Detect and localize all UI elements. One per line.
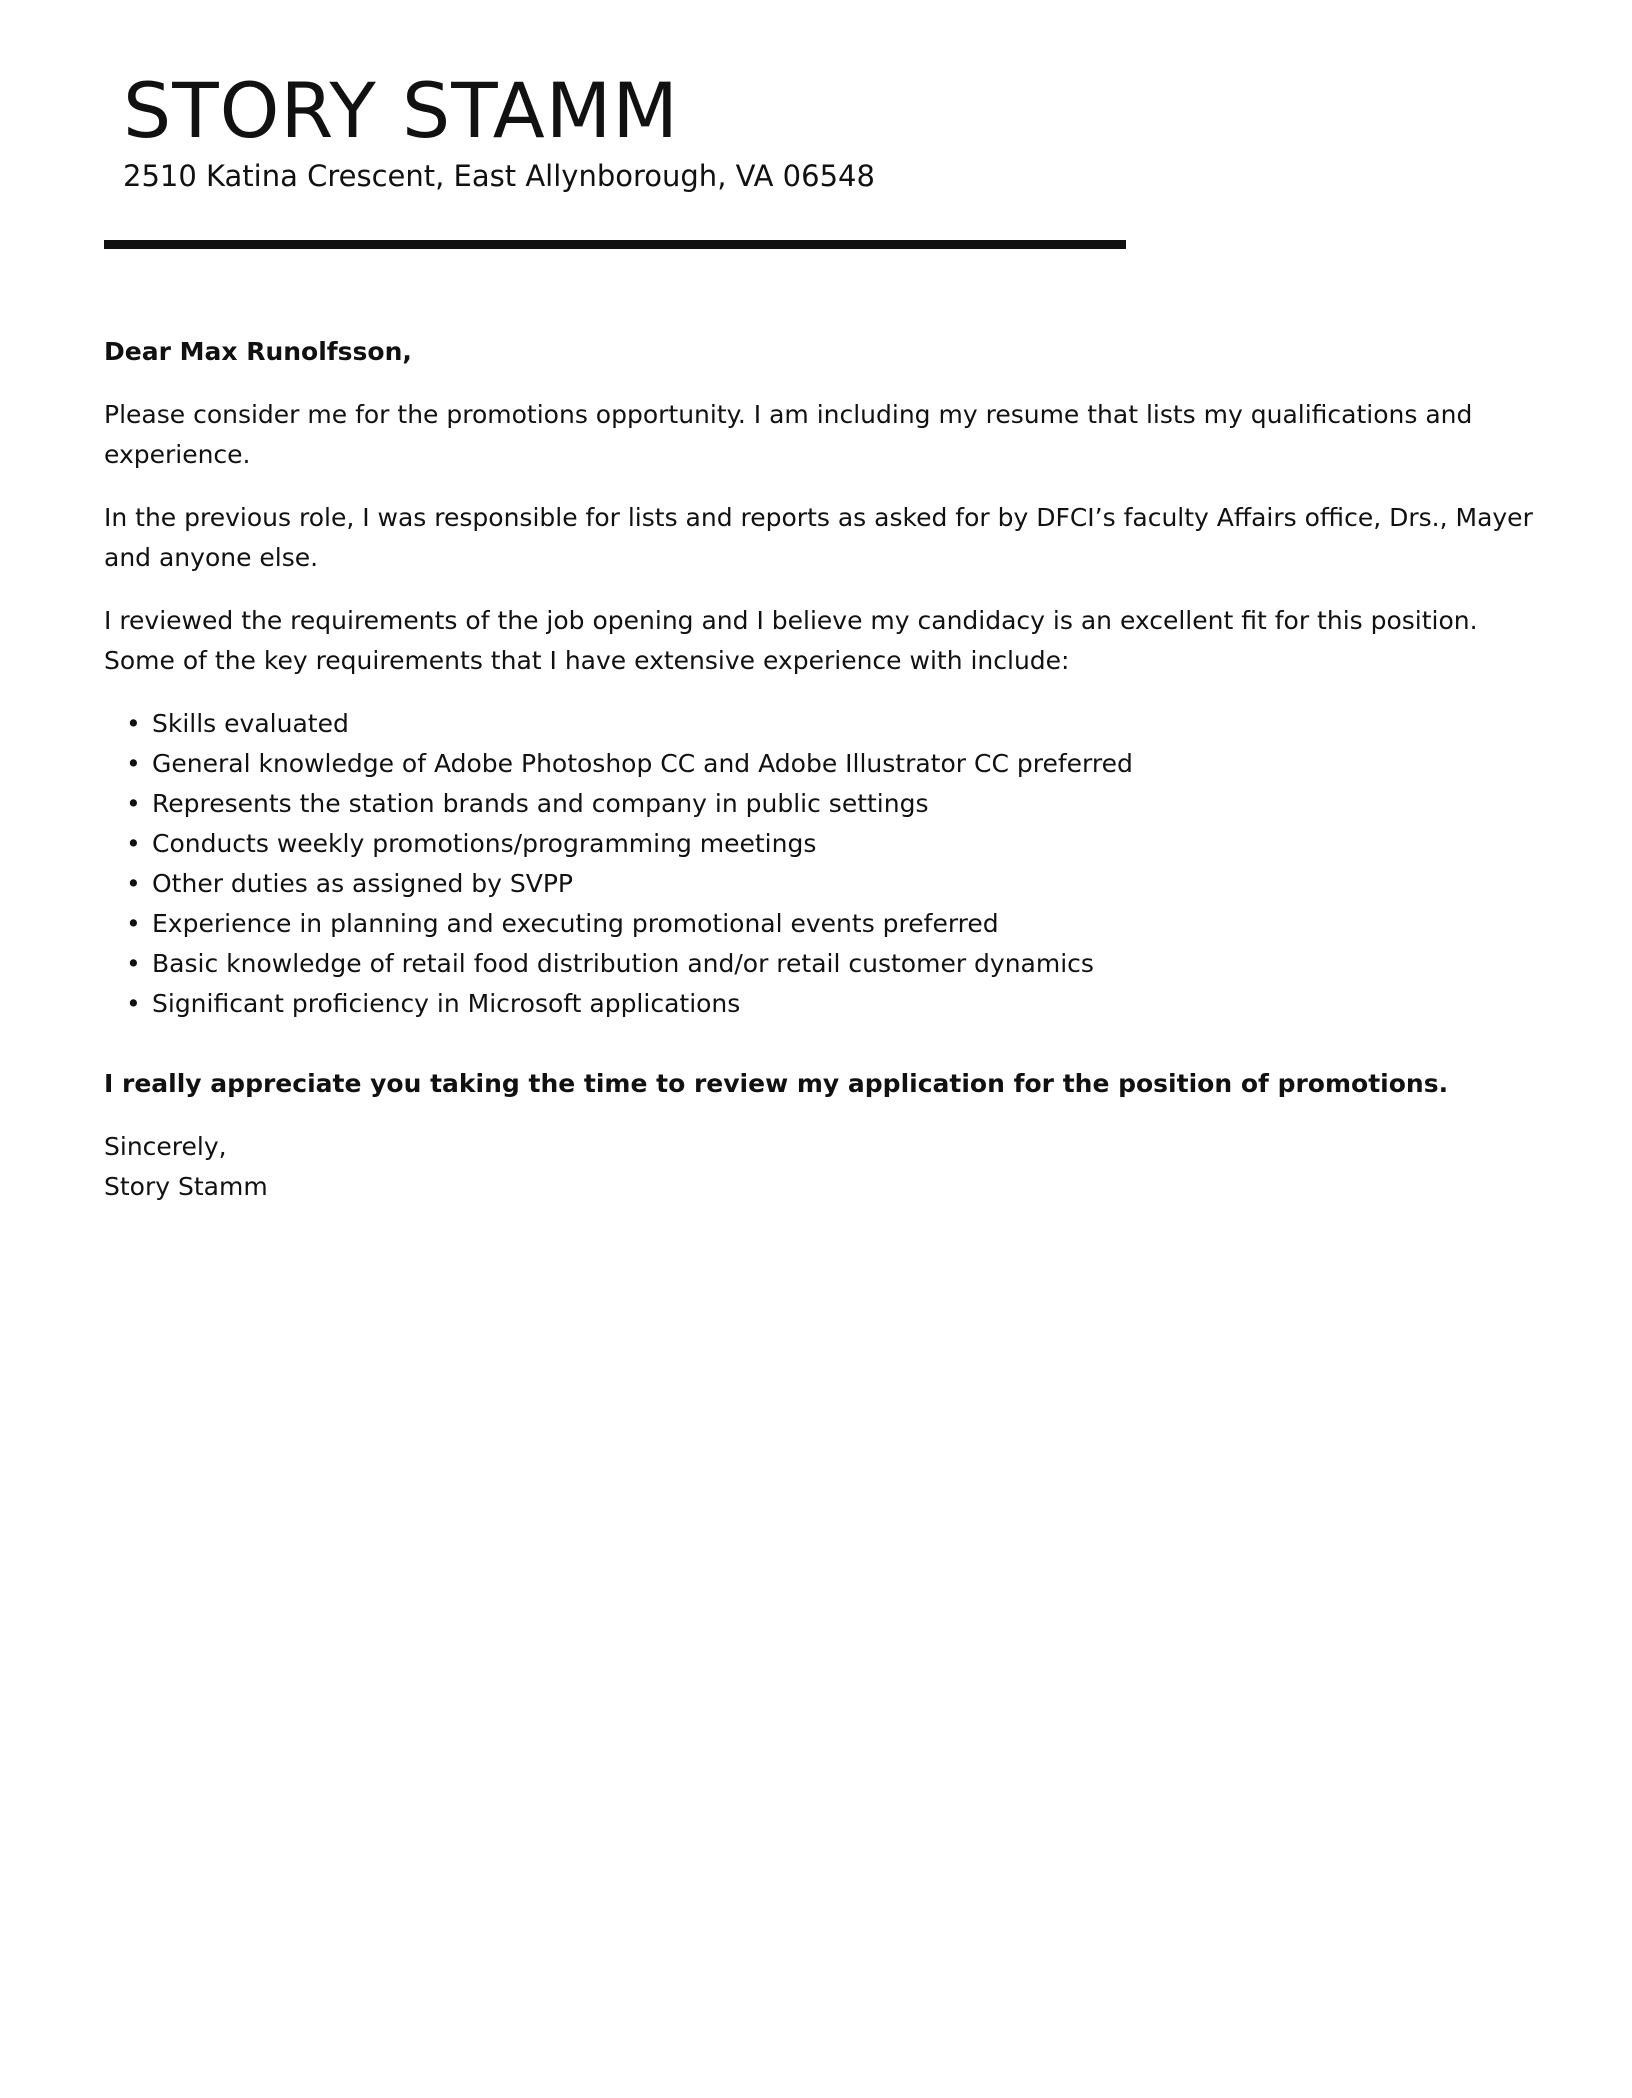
bullet-icon: • <box>126 909 141 938</box>
list-item-text: General knowledge of Adobe Photoshop CC and Adobe Illustrator CC preferred <box>152 749 1133 778</box>
header-divider <box>104 240 1126 249</box>
list-item <box>126 824 1534 864</box>
list-item-text: Skills evaluated <box>152 709 349 738</box>
closing-statement: I really appreciate you taking the time to review my application for the position of promotions. <box>104 1069 1449 1098</box>
list-item <box>126 784 1534 824</box>
bullet-icon: • <box>126 869 141 898</box>
list-item <box>126 984 1534 1024</box>
bullet-icon: • <box>126 949 141 978</box>
letter-header <box>123 66 1123 196</box>
paragraph-requirements-intro: I reviewed the requirements of the job opening and I believe my candidacy is an excellent fit for this position. Some of the key requirements that I have extensive experience with include: <box>104 606 1478 675</box>
paragraph-intro: Please consider me for the promotions opportunity. I am including my resume that lists my qualifications and experience. <box>104 400 1473 469</box>
signature: Story Stamm <box>104 1172 268 1201</box>
bullet-icon: • <box>126 989 141 1018</box>
list-item-text: Basic knowledge of retail food distribution and/or retail customer dynamics <box>152 949 1094 978</box>
list-item-text: Experience in planning and executing promotional events preferred <box>152 909 999 938</box>
applicant-name: STORY STAMM <box>123 66 679 155</box>
list-item <box>126 864 1534 904</box>
bullet-icon: • <box>126 829 141 858</box>
bullet-icon: • <box>126 709 141 738</box>
list-item <box>126 904 1534 944</box>
signoff-block <box>104 1127 1534 1207</box>
requirements-list <box>104 704 1534 1024</box>
list-item-text: Represents the station brands and company in public settings <box>152 789 929 818</box>
paragraph-previous-role: In the previous role, I was responsible for lists and reports as asked for by DFCI’s faculty Affairs office, Drs., Mayer and anyone else. <box>104 503 1533 572</box>
bullet-icon: • <box>126 789 141 818</box>
applicant-address: 2510 Katina Crescent, East Allynborough, VA 06548 <box>123 159 875 194</box>
letter-body <box>104 332 1534 1230</box>
bullet-icon: • <box>126 749 141 778</box>
signoff: Sincerely, <box>104 1132 227 1161</box>
list-item <box>126 944 1534 984</box>
list-item <box>126 744 1534 784</box>
list-item-text: Conducts weekly promotions/programming meetings <box>152 829 817 858</box>
list-item-text: Significant proficiency in Microsoft applications <box>152 989 741 1018</box>
salutation: Dear Max Runolfsson, <box>104 337 412 366</box>
list-item <box>126 704 1534 744</box>
list-item-text: Other duties as assigned by SVPP <box>152 869 573 898</box>
